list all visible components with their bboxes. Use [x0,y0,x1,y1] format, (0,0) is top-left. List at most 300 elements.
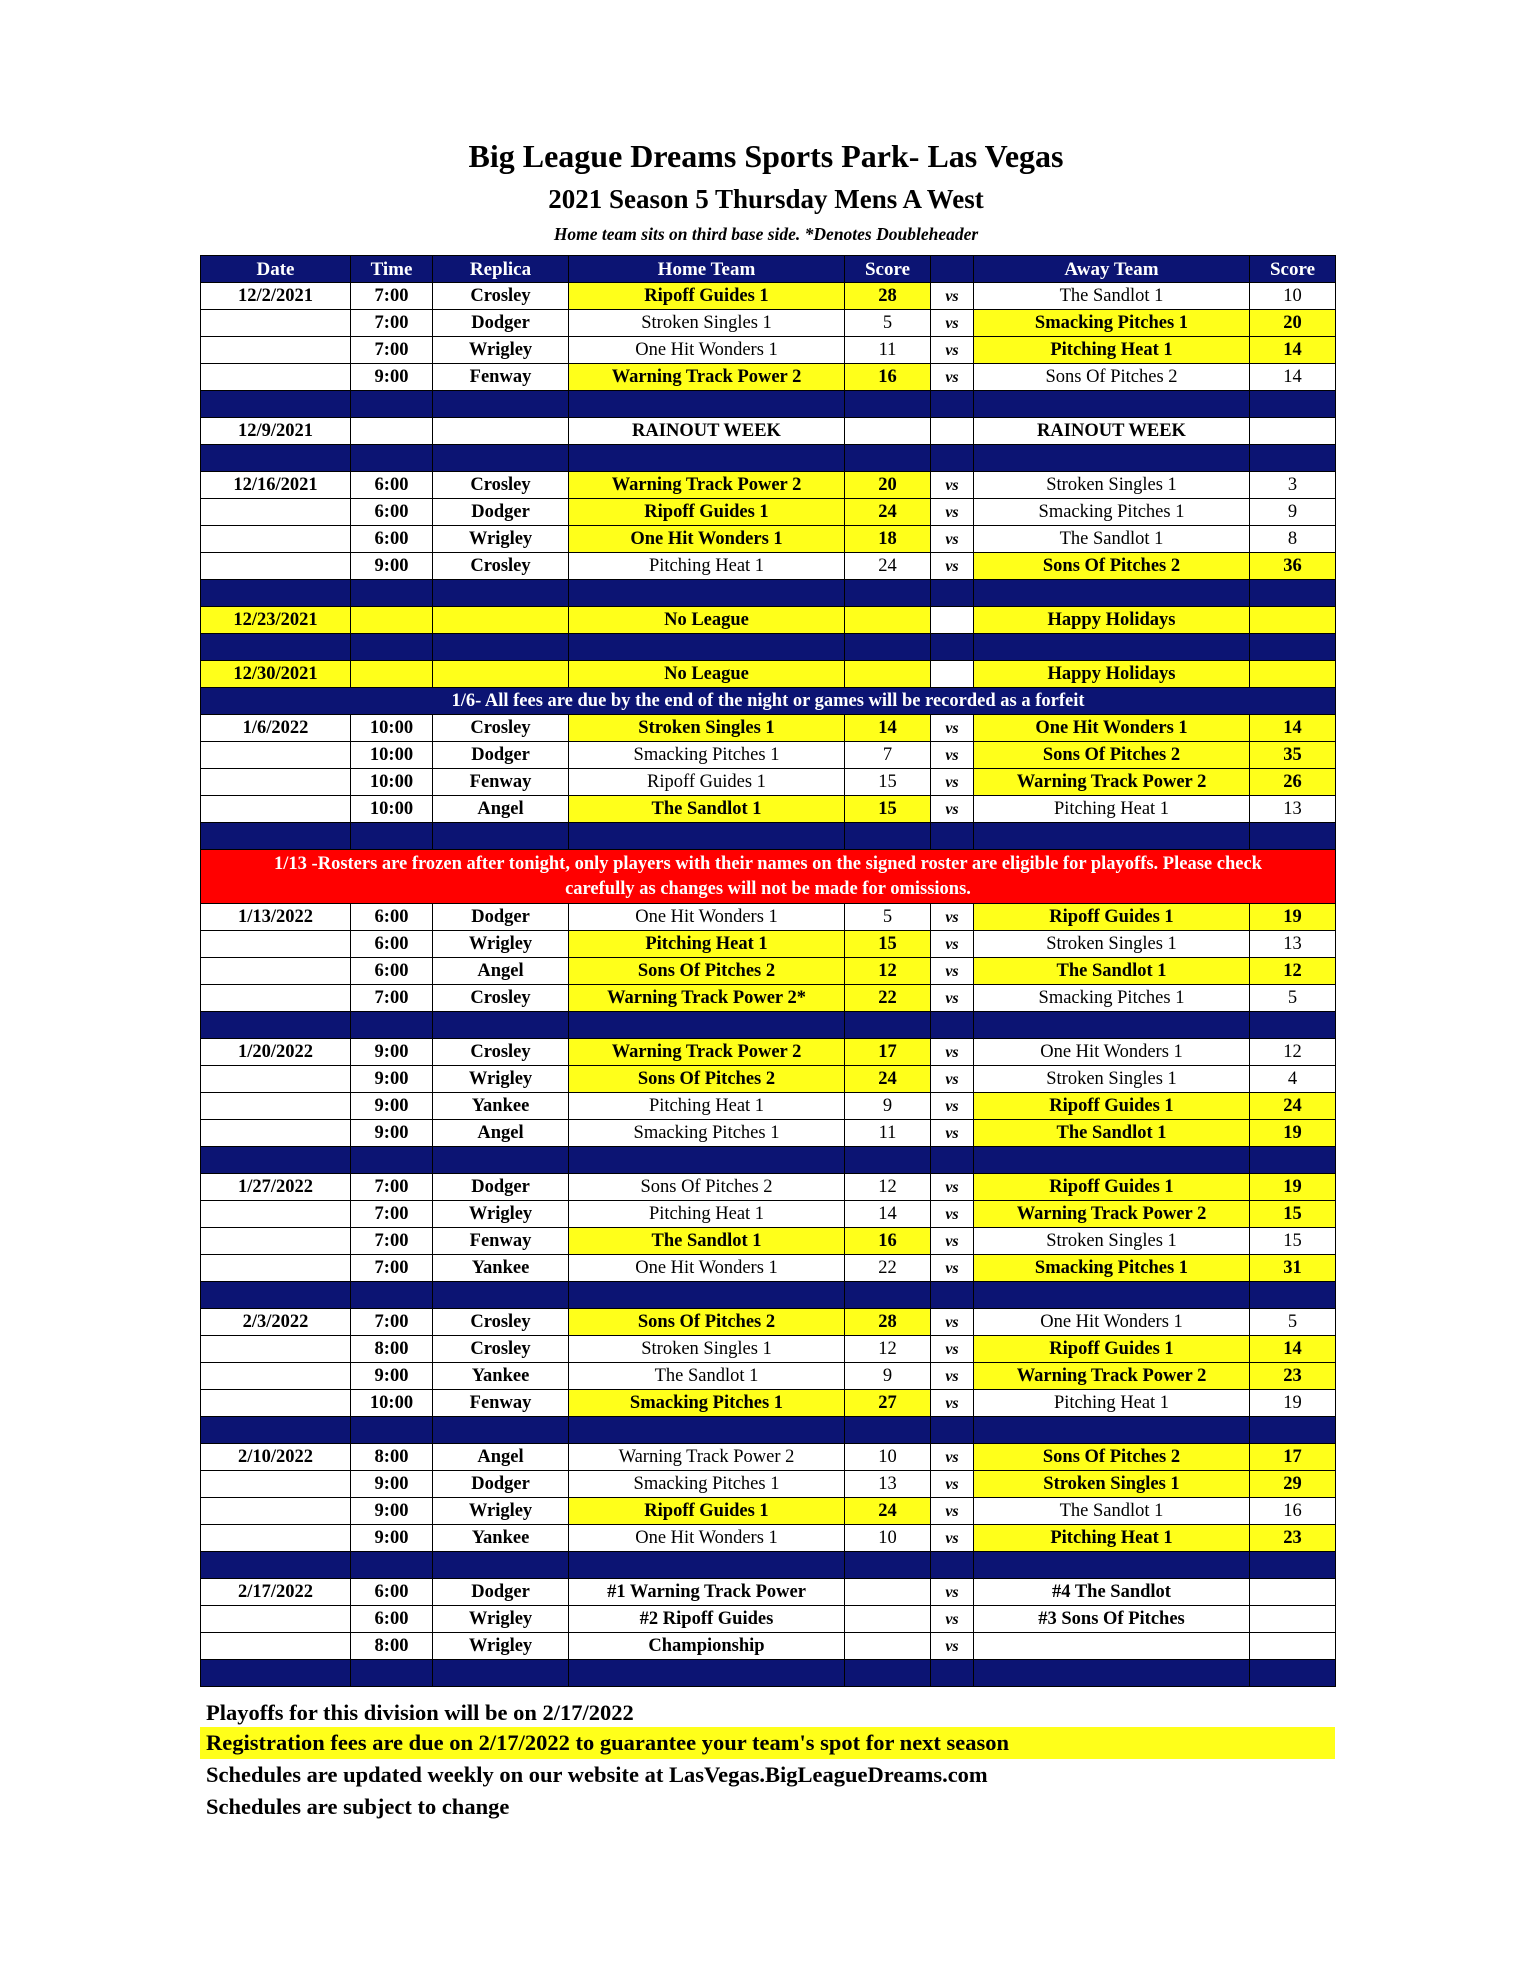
home-team-cell: Championship [569,1633,845,1660]
date-cell [201,310,351,337]
home-score-cell: 16 [845,364,931,391]
spacer-cell [974,1660,1250,1687]
spacer-cell [1250,1660,1336,1687]
game-row [201,499,1336,526]
time-cell: 9:00 [351,1120,433,1147]
vs-cell [931,418,974,445]
schedule-table [200,255,1336,1687]
replica-cell: Dodger [433,310,569,337]
away-team-cell: Ripoff Guides 1 [974,1174,1250,1201]
vs-cell: vs [931,499,974,526]
vs-cell: vs [931,364,974,391]
away-team-cell: Stroken Singles 1 [974,931,1250,958]
date-cell: 1/20/2022 [201,1039,351,1066]
spacer-cell [433,1282,569,1309]
home-score-cell: 14 [845,1201,931,1228]
date-cell [201,742,351,769]
vs-cell: vs [931,904,974,931]
home-score-cell: 12 [845,958,931,985]
date-cell: 2/10/2022 [201,1444,351,1471]
spacer-cell [845,580,931,607]
home-score-cell: 28 [845,1309,931,1336]
home-score-cell: 28 [845,283,931,310]
spacer-cell [569,1552,845,1579]
time-cell: 7:00 [351,310,433,337]
game-row [201,796,1336,823]
away-team-cell: One Hit Wonders 1 [974,715,1250,742]
header-away-team: Away Team [974,256,1250,283]
replica-cell: Yankee [433,1525,569,1552]
spacer-cell [201,580,351,607]
time-cell: 9:00 [351,1066,433,1093]
spacer-cell [351,634,433,661]
date-cell: 1/27/2022 [201,1174,351,1201]
away-team-cell: Smacking Pitches 1 [974,1255,1250,1282]
spacer-cell [351,580,433,607]
date-cell [201,1255,351,1282]
replica-cell: Dodger [433,904,569,931]
replica-cell: Angel [433,1120,569,1147]
time-cell: 7:00 [351,1201,433,1228]
home-team-cell: One Hit Wonders 1 [569,1525,845,1552]
home-score-cell: 9 [845,1363,931,1390]
vs-cell: vs [931,742,974,769]
date-cell [201,1498,351,1525]
game-row [201,418,1336,445]
date-cell: 12/16/2021 [201,472,351,499]
home-score-cell: 17 [845,1039,931,1066]
away-score-cell [1250,418,1336,445]
home-score-cell: 15 [845,769,931,796]
time-cell: 6:00 [351,499,433,526]
away-score-cell: 13 [1250,796,1336,823]
away-score-cell [1250,661,1336,688]
game-row [201,1201,1336,1228]
time-cell: 10:00 [351,769,433,796]
game-row [201,1309,1336,1336]
spacer-cell [974,1552,1250,1579]
spacer-cell [974,391,1250,418]
away-score-cell: 15 [1250,1201,1336,1228]
home-score-cell: 22 [845,1255,931,1282]
spacer-cell [931,1147,974,1174]
spacer-cell [351,823,433,850]
vs-cell [931,607,974,634]
time-cell: 9:00 [351,1498,433,1525]
away-team-cell: Smacking Pitches 1 [974,310,1250,337]
schedule-body [201,283,1336,1687]
date-cell: 12/23/2021 [201,607,351,634]
time-cell: 6:00 [351,904,433,931]
time-cell: 9:00 [351,1363,433,1390]
spacer-cell [351,1147,433,1174]
home-score-cell: 10 [845,1525,931,1552]
vs-cell: vs [931,769,974,796]
notice-row [201,688,1336,715]
spacer-cell [1250,445,1336,472]
home-team-cell: Stroken Singles 1 [569,1336,845,1363]
time-cell: 10:00 [351,715,433,742]
home-score-cell: 27 [845,1390,931,1417]
replica-cell: Wrigley [433,1498,569,1525]
game-row [201,985,1336,1012]
vs-cell: vs [931,1201,974,1228]
away-team-cell: One Hit Wonders 1 [974,1309,1250,1336]
vs-cell: vs [931,1309,974,1336]
away-score-cell: 19 [1250,1174,1336,1201]
home-score-cell: 22 [845,985,931,1012]
away-score-cell: 12 [1250,958,1336,985]
home-score-cell [845,418,931,445]
replica-cell: Crosley [433,553,569,580]
header-vs [931,256,974,283]
time-cell: 10:00 [351,796,433,823]
spacer-cell [433,391,569,418]
footer-change: Schedules are subject to change [206,1794,510,1819]
away-team-cell: Happy Holidays [974,661,1250,688]
away-team-cell: Sons Of Pitches 2 [974,364,1250,391]
away-score-cell: 24 [1250,1093,1336,1120]
replica-cell [433,661,569,688]
game-row [201,1039,1336,1066]
replica-cell [433,418,569,445]
vs-cell: vs [931,283,974,310]
away-team-cell: Happy Holidays [974,607,1250,634]
header-row [201,256,1336,283]
home-score-cell: 12 [845,1336,931,1363]
away-team-cell: The Sandlot 1 [974,1120,1250,1147]
away-team-cell: The Sandlot 1 [974,526,1250,553]
spacer-cell [433,1012,569,1039]
time-cell: 7:00 [351,283,433,310]
spacer-cell [351,445,433,472]
away-score-cell: 4 [1250,1066,1336,1093]
page-note: Home team sits on third base side. *Denotes Doubleheader [553,224,979,244]
time-cell [351,418,433,445]
replica-cell: Wrigley [433,1633,569,1660]
game-row [201,742,1336,769]
date-cell [201,1633,351,1660]
home-score-cell: 5 [845,310,931,337]
away-team-cell: The Sandlot 1 [974,283,1250,310]
away-score-cell: 19 [1250,1120,1336,1147]
time-cell: 8:00 [351,1633,433,1660]
away-score-cell: 16 [1250,1498,1336,1525]
spacer-cell [845,1660,931,1687]
vs-cell: vs [931,1255,974,1282]
game-row [201,1525,1336,1552]
home-team-cell: Ripoff Guides 1 [569,1498,845,1525]
home-score-cell [845,1579,931,1606]
date-cell [201,796,351,823]
spacer-cell [201,1552,351,1579]
time-cell: 9:00 [351,1093,433,1120]
spacer-cell [1250,580,1336,607]
date-cell [201,1390,351,1417]
game-row [201,1606,1336,1633]
spacer-row [201,1012,1336,1039]
vs-cell: vs [931,1336,974,1363]
time-cell: 9:00 [351,364,433,391]
spacer-cell [974,1012,1250,1039]
home-team-cell: #1 Warning Track Power [569,1579,845,1606]
time-cell: 7:00 [351,1309,433,1336]
spacer-row [201,391,1336,418]
game-row [201,1066,1336,1093]
header-date: Date [201,256,351,283]
spacer-row [201,1147,1336,1174]
game-row [201,1390,1336,1417]
away-score-cell [1250,1579,1336,1606]
replica-cell: Yankee [433,1255,569,1282]
home-team-cell: Stroken Singles 1 [569,715,845,742]
vs-cell: vs [931,310,974,337]
replica-cell: Wrigley [433,1606,569,1633]
spacer-cell [569,1012,845,1039]
date-cell [201,1363,351,1390]
roster-alert: 1/13 -Rosters are frozen after tonight, only players with their names on the signed roster are eligible for playoffs. Please check carefully as changes will not be made for omissions. [201,850,1336,904]
vs-cell: vs [931,1363,974,1390]
away-team-cell: Stroken Singles 1 [974,1066,1250,1093]
game-row [201,1093,1336,1120]
away-score-cell: 31 [1250,1255,1336,1282]
replica-cell: Yankee [433,1363,569,1390]
replica-cell: Crosley [433,1039,569,1066]
home-team-cell: Pitching Heat 1 [569,1201,845,1228]
home-team-cell: Sons Of Pitches 2 [569,1174,845,1201]
date-cell [201,985,351,1012]
header-home-team: Home Team [569,256,845,283]
home-team-cell: Smacking Pitches 1 [569,1390,845,1417]
vs-cell: vs [931,337,974,364]
spacer-cell [433,1147,569,1174]
spacer-cell [569,1660,845,1687]
time-cell: 7:00 [351,337,433,364]
home-team-cell: One Hit Wonders 1 [569,526,845,553]
away-team-cell: #3 Sons Of Pitches [974,1606,1250,1633]
date-cell [201,769,351,796]
date-cell [201,1228,351,1255]
spacer-cell [974,1147,1250,1174]
spacer-cell [201,1147,351,1174]
home-team-cell: Smacking Pitches 1 [569,1471,845,1498]
vs-cell: vs [931,1444,974,1471]
spacer-cell [351,1012,433,1039]
home-score-cell [845,1633,931,1660]
replica-cell: Dodger [433,1471,569,1498]
date-cell [201,1471,351,1498]
spacer-cell [1250,1282,1336,1309]
away-team-cell: Sons Of Pitches 2 [974,1444,1250,1471]
home-team-cell: Sons Of Pitches 2 [569,958,845,985]
replica-cell: Crosley [433,985,569,1012]
spacer-cell [931,634,974,661]
replica-cell: Crosley [433,1336,569,1363]
date-cell: 12/2/2021 [201,283,351,310]
away-team-cell: Sons Of Pitches 2 [974,553,1250,580]
header-home-score: Score [845,256,931,283]
away-team-cell: #4 The Sandlot [974,1579,1250,1606]
home-team-cell: Smacking Pitches 1 [569,1120,845,1147]
spacer-cell [845,1417,931,1444]
spacer-cell [569,1147,845,1174]
header-replica: Replica [433,256,569,283]
spacer-cell [201,391,351,418]
spacer-cell [201,634,351,661]
spacer-cell [974,1282,1250,1309]
away-team-cell: Smacking Pitches 1 [974,499,1250,526]
game-row [201,553,1336,580]
away-score-cell [1250,1633,1336,1660]
home-score-cell: 11 [845,337,931,364]
away-score-cell: 14 [1250,715,1336,742]
spacer-cell [569,1282,845,1309]
time-cell: 6:00 [351,1606,433,1633]
spacer-cell [845,1147,931,1174]
replica-cell: Angel [433,1444,569,1471]
away-team-cell: Pitching Heat 1 [974,337,1250,364]
home-score-cell: 24 [845,499,931,526]
vs-cell [931,661,974,688]
home-score-cell [845,1606,931,1633]
away-score-cell: 9 [1250,499,1336,526]
spacer-cell [931,1282,974,1309]
game-row [201,1444,1336,1471]
spacer-cell [845,1282,931,1309]
home-score-cell: 24 [845,553,931,580]
time-cell: 9:00 [351,1471,433,1498]
replica-cell: Angel [433,958,569,985]
vs-cell: vs [931,1579,974,1606]
away-score-cell [1250,607,1336,634]
spacer-cell [845,823,931,850]
away-score-cell: 19 [1250,904,1336,931]
home-team-cell: The Sandlot 1 [569,1363,845,1390]
away-team-cell: Stroken Singles 1 [974,1471,1250,1498]
replica-cell: Wrigley [433,1201,569,1228]
spacer-cell [931,1012,974,1039]
spacer-cell [433,823,569,850]
home-score-cell [845,661,931,688]
home-score-cell: 15 [845,931,931,958]
replica-cell: Fenway [433,769,569,796]
vs-cell: vs [931,1525,974,1552]
home-score-cell: 18 [845,526,931,553]
away-team-cell: The Sandlot 1 [974,1498,1250,1525]
spacer-row [201,1417,1336,1444]
replica-cell: Angel [433,796,569,823]
spacer-cell [1250,391,1336,418]
date-cell: 1/13/2022 [201,904,351,931]
spacer-cell [433,1660,569,1687]
away-score-cell: 12 [1250,1039,1336,1066]
date-cell: 1/6/2022 [201,715,351,742]
away-score-cell: 20 [1250,310,1336,337]
spacer-cell [931,1552,974,1579]
date-cell: 2/17/2022 [201,1579,351,1606]
home-score-cell: 24 [845,1066,931,1093]
game-row [201,1255,1336,1282]
home-team-cell: Sons Of Pitches 2 [569,1309,845,1336]
home-team-cell: No League [569,661,845,688]
replica-cell: Crosley [433,283,569,310]
spacer-cell [351,1552,433,1579]
time-cell: 7:00 [351,985,433,1012]
home-score-cell: 12 [845,1174,931,1201]
home-team-cell: Pitching Heat 1 [569,1093,845,1120]
replica-cell: Dodger [433,499,569,526]
away-score-cell: 15 [1250,1228,1336,1255]
game-row [201,1174,1336,1201]
home-team-cell: Smacking Pitches 1 [569,742,845,769]
home-team-cell: #2 Ripoff Guides [569,1606,845,1633]
time-cell: 6:00 [351,472,433,499]
home-team-cell: Ripoff Guides 1 [569,769,845,796]
game-row [201,769,1336,796]
home-score-cell: 9 [845,1093,931,1120]
spacer-cell [931,1417,974,1444]
vs-cell: vs [931,1093,974,1120]
replica-cell: Dodger [433,1579,569,1606]
home-team-cell: Warning Track Power 2* [569,985,845,1012]
away-team-cell: Smacking Pitches 1 [974,985,1250,1012]
away-score-cell: 23 [1250,1363,1336,1390]
time-cell: 9:00 [351,553,433,580]
date-cell [201,364,351,391]
time-cell: 7:00 [351,1228,433,1255]
spacer-cell [433,580,569,607]
time-cell [351,661,433,688]
home-team-cell: Warning Track Power 2 [569,1444,845,1471]
away-team-cell: Sons Of Pitches 2 [974,742,1250,769]
date-cell: 12/9/2021 [201,418,351,445]
spacer-row [201,634,1336,661]
game-row [201,1498,1336,1525]
home-team-cell: Warning Track Power 2 [569,364,845,391]
replica-cell: Wrigley [433,526,569,553]
vs-cell: vs [931,472,974,499]
home-score-cell: 20 [845,472,931,499]
home-score-cell: 14 [845,715,931,742]
home-score-cell: 10 [845,1444,931,1471]
vs-cell: vs [931,1228,974,1255]
spacer-cell [845,1552,931,1579]
date-cell: 2/3/2022 [201,1309,351,1336]
vs-cell: vs [931,985,974,1012]
spacer-cell [1250,1012,1336,1039]
footer-playoffs: Playoffs for this division will be on 2/17/2022 [206,1700,634,1725]
spacer-cell [201,1417,351,1444]
away-team-cell: The Sandlot 1 [974,958,1250,985]
spacer-cell [974,445,1250,472]
game-row [201,931,1336,958]
spacer-cell [569,823,845,850]
time-cell: 7:00 [351,1255,433,1282]
away-score-cell [1250,1606,1336,1633]
home-team-cell: Stroken Singles 1 [569,310,845,337]
spacer-cell [1250,1417,1336,1444]
spacer-cell [433,1417,569,1444]
page-subtitle: 2021 Season 5 Thursday Mens A West [548,184,984,214]
replica-cell: Crosley [433,472,569,499]
away-score-cell: 14 [1250,337,1336,364]
home-team-cell: The Sandlot 1 [569,1228,845,1255]
replica-cell: Fenway [433,1390,569,1417]
away-team-cell: One Hit Wonders 1 [974,1039,1250,1066]
away-team-cell: Warning Track Power 2 [974,1201,1250,1228]
home-team-cell: One Hit Wonders 1 [569,904,845,931]
home-team-cell: No League [569,607,845,634]
